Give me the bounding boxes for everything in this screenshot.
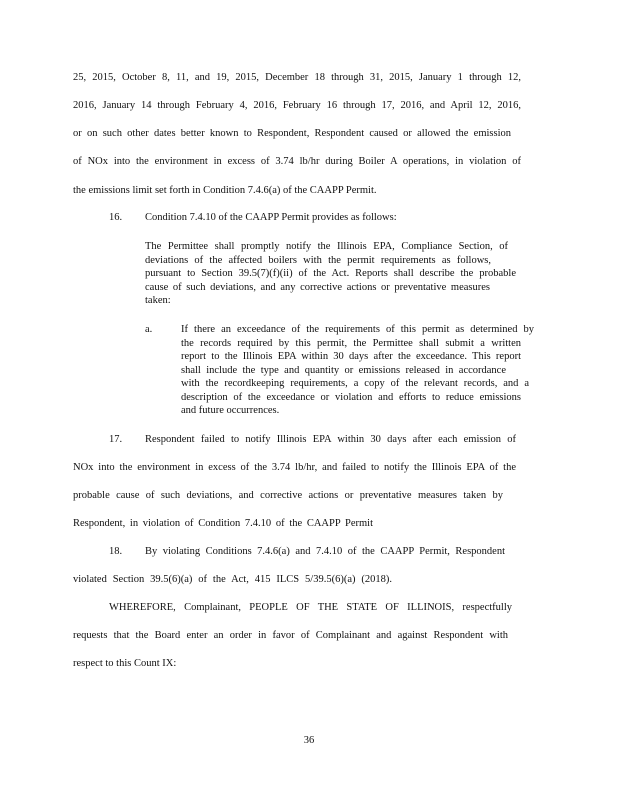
intro-line-3: or on such other dates better known to Respondent, Respondent caused or allowed the emission bbox=[73, 128, 511, 139]
subitem-line-4: shall include the type and quantity or emissions released in accordance bbox=[181, 365, 506, 376]
subitem-label: a. bbox=[145, 324, 153, 335]
subitem-line-1: If there an exceedance of the requirements of this permit as determined by bbox=[181, 324, 534, 335]
wherefore-line-2: requests that the Board enter an order in favor of Complainant and against Respondent with bbox=[73, 630, 508, 641]
subitem-line-3: report to the Illinois EPA within 30 days after the exceedance. This report bbox=[181, 351, 521, 362]
para17-number: 17. bbox=[109, 434, 123, 445]
para18-number: 18. bbox=[109, 546, 123, 557]
para17-line-2: NOx into the environment in excess of the 3.74 lb/hr, and failed to notify the Illinois EPA of the bbox=[73, 462, 516, 473]
intro-line-2: 2016, January 14 through February 4, 2016, February 16 through 17, 2016, and April 12, 2016, bbox=[73, 100, 521, 111]
subitem-line-2: the records required by this permit, the Permittee shall submit a written bbox=[181, 338, 521, 349]
subitem-line-7: and future occurrences. bbox=[181, 405, 280, 416]
para18-line-2: violated Section 39.5(6)(a) of the Act, 415 ILCS 5/39.5(6)(a) (2018). bbox=[73, 574, 392, 585]
quote-line-2: deviations of the affected boilers with the permit requirements as follows, bbox=[145, 255, 491, 266]
para17-line-4: Respondent, in violation of Condition 7.4.10 of the CAAPP Permit bbox=[73, 518, 373, 529]
subitem-line-5: with the recordkeeping requirements, a copy of the relevant records, and a bbox=[181, 378, 529, 389]
quote-line-4: cause of such deviations, and any corrective actions or preventative measures bbox=[145, 282, 490, 293]
wherefore-line-3: respect to this Count IX: bbox=[73, 658, 177, 669]
subitem-line-6: description of the exceedance or violation and efforts to reduce emissions bbox=[181, 392, 521, 403]
quote-line-3: pursuant to Section 39.5(7)(f)(ii) of the Act. Reports shall describe the probable bbox=[145, 268, 516, 279]
para17-line-3: probable cause of such deviations, and corrective actions or preventative measures taken by bbox=[73, 490, 503, 501]
quote-line-5: taken: bbox=[145, 295, 171, 306]
para16-number: 16. bbox=[109, 212, 123, 223]
intro-line-1: 25, 2015, October 8, 11, and 19, 2015, December 18 through 31, 2015, January 1 through 12, bbox=[73, 72, 521, 83]
wherefore-line-1: WHEREFORE, Complainant, PEOPLE OF THE STATE OF ILLINOIS, respectfully bbox=[109, 602, 512, 613]
para16-text: Condition 7.4.10 of the CAAPP Permit provides as follows: bbox=[145, 212, 397, 223]
intro-line-5: the emissions limit set forth in Condition 7.4.6(a) of the CAAPP Permit. bbox=[73, 185, 377, 196]
para17-line-1: Respondent failed to notify Illinois EPA within 30 days after each emission of bbox=[145, 434, 516, 445]
intro-line-4: of NOx into the environment in excess of 3.74 lb/hr during Boiler A operations, in violation of bbox=[73, 156, 521, 167]
para18-line-1: By violating Conditions 7.4.6(a) and 7.4.10 of the CAAPP Permit, Respondent bbox=[145, 546, 505, 557]
page-number: 36 bbox=[303, 735, 315, 746]
quote-line-1: The Permittee shall promptly notify the Illinois EPA, Compliance Section, of bbox=[145, 241, 508, 252]
